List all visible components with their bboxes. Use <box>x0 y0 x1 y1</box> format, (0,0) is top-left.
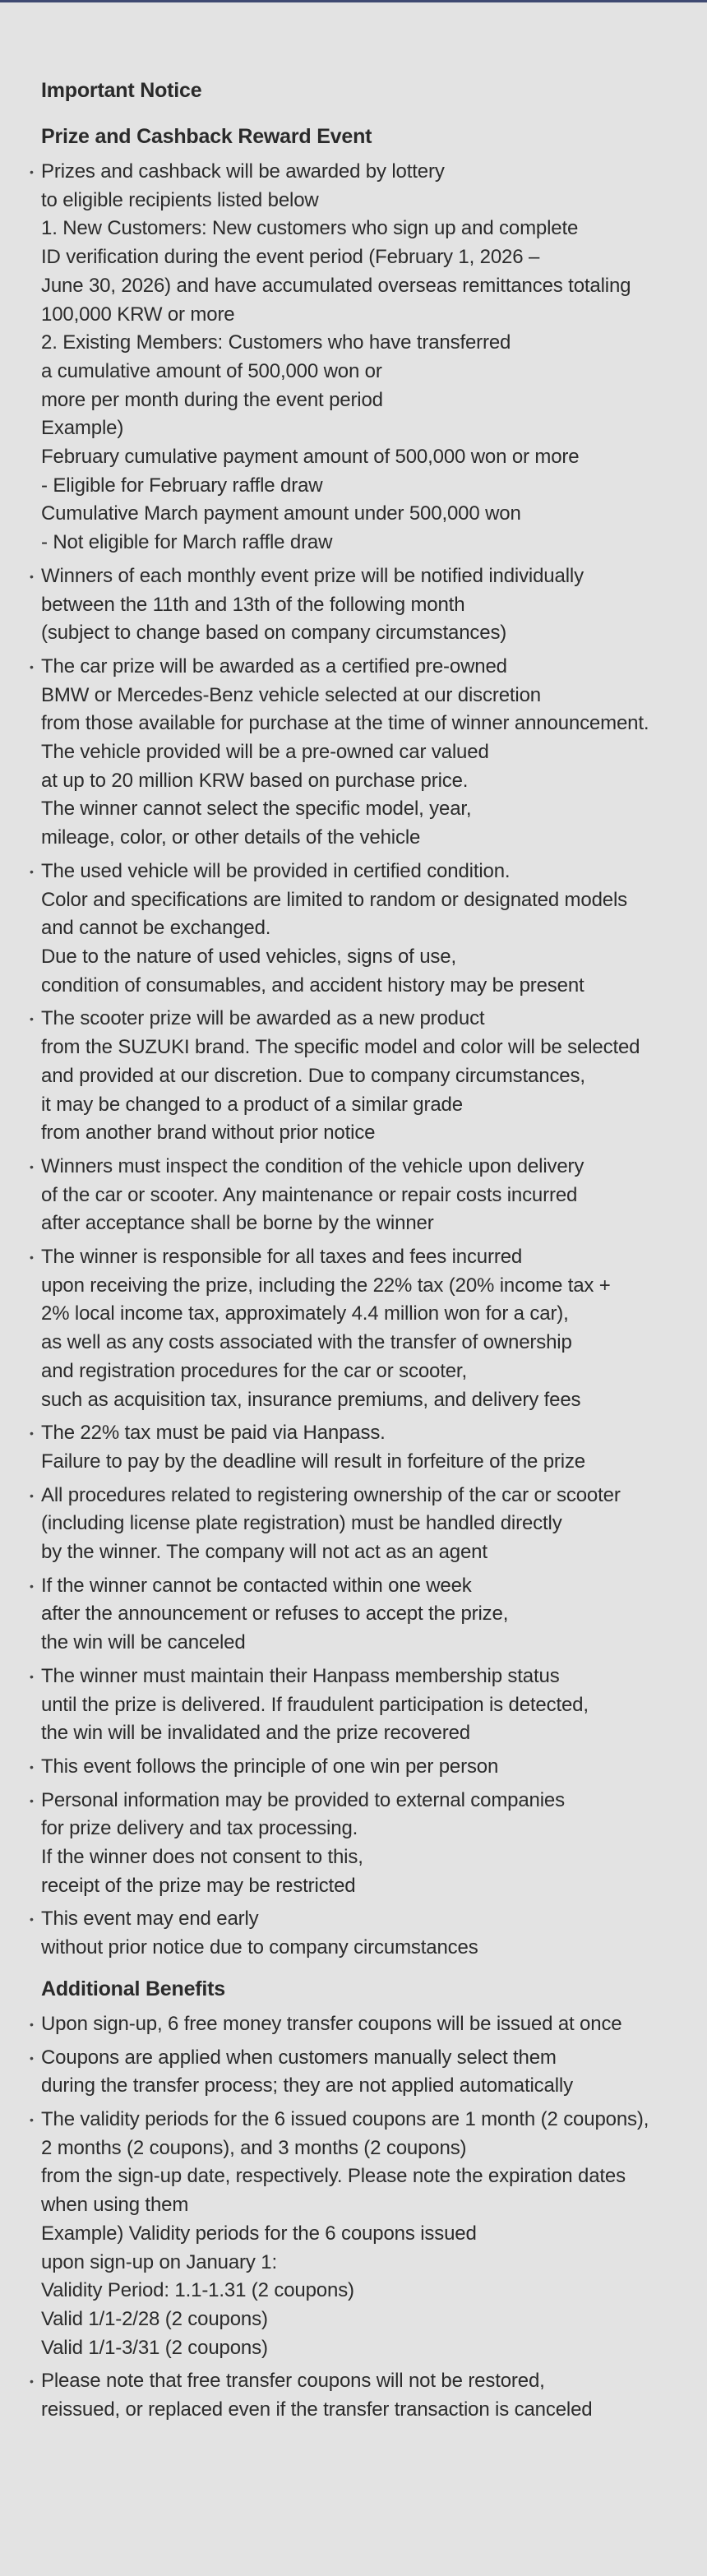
bullet-text-line: after acceptance shall be borne by the winner <box>41 1212 434 1235</box>
bullet-item <box>33 1572 691 1658</box>
bullet-item <box>33 1787 691 1901</box>
bullet-text-line: • The validity periods for the 6 issued coupons are 1 month (2 coupons), <box>41 2108 649 2130</box>
bullet-text-line: • Coupons are applied when customers manually select them <box>41 2046 557 2069</box>
bullet-text-line: and registration procedures for the car or scooter, <box>41 1359 467 1382</box>
bullet-text-line: • The car prize will be awarded as a certified pre-owned <box>41 654 507 678</box>
bullet-text-line: from another brand without prior notice <box>41 1122 376 1145</box>
bullet-text-line: such as acquisition tax, insurance premiums, and delivery fees <box>41 1388 581 1411</box>
bullet-item <box>33 653 691 853</box>
bullet-item <box>33 1753 691 1782</box>
bullet-item <box>33 158 691 557</box>
bullet-item <box>33 1482 691 1567</box>
bullet-item <box>33 2367 691 2424</box>
bullet-text-line: • Personal information may be provided to external companies <box>41 1788 565 1811</box>
bullet-text-line: • The used vehicle will be provided in certified condition. <box>41 859 511 882</box>
bullet-text-line: from those available for purchase at the time of winner announcement. <box>41 712 649 735</box>
bullet-text-line: when using them <box>41 2194 189 2217</box>
bullet-text-line: upon sign-up on January 1: <box>41 2250 277 2273</box>
bullet-text-line: • Prizes and cashback will be awarded by lottery <box>41 160 445 183</box>
bullet-text-line: until the prize is delivered. If fraudulent participation is detected, <box>41 1693 589 1716</box>
bullet-item <box>33 1905 691 1962</box>
bullet-text-line: the win will be canceled <box>41 1631 246 1654</box>
bullet-text-line: • This event may end early <box>41 1908 259 1931</box>
bullet-text-line: of the car or scooter. Any maintenance or repair costs incurred <box>41 1183 578 1206</box>
bullet-item <box>33 1663 691 1748</box>
bullet-text-line: Valid 1/1-3/31 (2 coupons) <box>41 2336 268 2359</box>
bullet-text-line: • The winner must maintain their Hanpass membership status <box>41 1664 560 1687</box>
bullet-text-line: from the sign-up date, respectively. Please note the expiration dates <box>41 2165 626 2188</box>
bullet-text-line: and provided at our discretion. Due to company circumstances, <box>41 1064 585 1087</box>
bullet-text-line: for prize delivery and tax processing. <box>41 1817 358 1840</box>
bullet-text-line: Example) Validity periods for the 6 coupons issued <box>41 2222 477 2245</box>
bullet-text-line: • The scooter prize will be awarded as a new product <box>41 1007 485 1030</box>
bullet-text-line: after the announcement or refuses to accept the prize, <box>41 1602 509 1626</box>
bullet-text-line: and cannot be exchanged. <box>41 917 271 940</box>
bullet-text-line: (subject to change based on company circumstances) <box>41 622 507 645</box>
section-heading: Additional Benefits <box>41 1977 225 2000</box>
bullet-text-line: 2% local income tax, approximately 4.4 million won for a car), <box>41 1302 569 1325</box>
bullet-text-line: The vehicle provided will be a pre-owned car valued <box>41 741 489 764</box>
bullet-text-line: to eligible recipients listed below <box>41 188 319 211</box>
bullet-text-line: upon receiving the prize, including the 22% tax (20% income tax + <box>41 1274 611 1297</box>
bullet-text-line: Valid 1/1-2/28 (2 coupons) <box>41 2307 268 2330</box>
bullet-text-line: 2. Existing Members: Customers who have transferred <box>41 331 511 354</box>
bullet-text-line: a cumulative amount of 500,000 won or <box>41 359 382 382</box>
bullet-text-line: • Upon sign-up, 6 free money transfer coupons will be issued at once <box>41 2012 622 2035</box>
bullet-text-line: Failure to pay by the deadline will result in forfeiture of the prize <box>41 1450 586 1473</box>
bullet-text-line: more per month during the event period <box>41 388 383 411</box>
section-heading: Prize and Cashback Reward Event <box>41 125 372 148</box>
bullet-item <box>33 1153 691 1238</box>
bullet-text-line: it may be changed to a product of a similar grade <box>41 1093 463 1116</box>
bullet-text-line: Color and specifications are limited to random or designated models <box>41 888 627 911</box>
bullet-text-line: 100,000 KRW or more <box>41 303 235 326</box>
important-notice <box>41 66 691 2430</box>
bullet-text-line: BMW or Mercedes-Benz vehicle selected at our discretion <box>41 683 542 706</box>
bullet-text-line: • The 22% tax must be paid via Hanpass. <box>41 1422 386 1445</box>
bullet-text-line: by the winner. The company will not act as an agent <box>41 1541 488 1564</box>
bullet-text-line: receipt of the prize may be restricted <box>41 1874 356 1897</box>
bullet-text-line: Due to the nature of used vehicles, signs of use, <box>41 945 456 968</box>
bullet-text-line: • Please note that free transfer coupons will not be restored, <box>41 2370 545 2393</box>
bullet-text-line: during the transfer process; they are not applied automatically <box>41 2074 573 2097</box>
bullet-text-line: • Winners of each monthly event prize will be notified individually <box>41 564 584 587</box>
bullet-list <box>33 2010 691 2425</box>
bullet-list <box>33 158 691 1963</box>
bullet-text-line: (including license plate registration) must be handled directly <box>41 1512 562 1535</box>
notice-sections <box>41 115 691 2425</box>
bullet-text-line: as well as any costs associated with the transfer of ownership <box>41 1331 572 1354</box>
bullet-text-line: ID verification during the event period (February 1, 2026 – <box>41 246 540 269</box>
bullet-text-line: • The winner is responsible for all taxes and fees incurred <box>41 1246 523 1269</box>
bullet-text-line: June 30, 2026) and have accumulated overseas remittances totaling <box>41 274 631 297</box>
bullet-item <box>33 562 691 648</box>
bullet-item <box>33 1005 691 1148</box>
bullet-text-line: between the 11th and 13th of the following month <box>41 593 465 616</box>
bullet-item <box>33 1419 691 1476</box>
bullet-text-line: - Not eligible for March raffle draw <box>41 531 333 554</box>
bullet-text-line: February cumulative payment amount of 500,000 won or more <box>41 446 580 469</box>
bullet-text-line: from the SUZUKI brand. The specific model and color will be selected <box>41 1036 640 1059</box>
top-accent-line <box>0 0 707 2</box>
bullet-text-line: mileage, color, or other details of the vehicle <box>41 826 421 849</box>
bullet-text-line: condition of consumables, and accident history may be present <box>41 974 585 997</box>
bullet-text-line: the win will be invalidated and the prize recovered <box>41 1722 470 1745</box>
bullet-text-line: - Eligible for February raffle draw <box>41 474 323 497</box>
bullet-text-line: 2 months (2 coupons), and 3 months (2 coupons) <box>41 2136 467 2159</box>
bullet-text-line: • All procedures related to registering ownership of the car or scooter <box>41 1483 621 1506</box>
bullet-item <box>33 2106 691 2362</box>
bullet-text-line: • This event follows the principle of one win per person <box>41 1755 499 1778</box>
bullet-text-line: Validity Period: 1.1-1.31 (2 coupons) <box>41 2279 354 2302</box>
bullet-item <box>33 2044 691 2101</box>
bullet-text-line: Example) <box>41 417 124 440</box>
bullet-text-line: without prior notice due to company circumstances <box>41 1936 478 1959</box>
notice-title: Important Notice <box>41 79 202 102</box>
bullet-text-line: reissued, or replaced even if the transfer transaction is canceled <box>41 2398 593 2421</box>
bullet-item <box>33 858 691 1001</box>
bullet-text-line: • Winners must inspect the condition of the vehicle upon delivery <box>41 1154 585 1177</box>
bullet-item <box>33 1243 691 1414</box>
bullet-text-line: If the winner does not consent to this, <box>41 1846 363 1869</box>
bullet-text-line: • If the winner cannot be contacted within one week <box>41 1574 472 1597</box>
bullet-text-line: The winner cannot select the specific model, year, <box>41 798 472 821</box>
bullet-text-line: Cumulative March payment amount under 500,000 won <box>41 502 521 525</box>
bullet-item <box>33 2010 691 2039</box>
bullet-text-line: 1. New Customers: New customers who sign up and complete <box>41 217 579 240</box>
bullet-text-line: at up to 20 million KRW based on purchase price. <box>41 769 469 792</box>
